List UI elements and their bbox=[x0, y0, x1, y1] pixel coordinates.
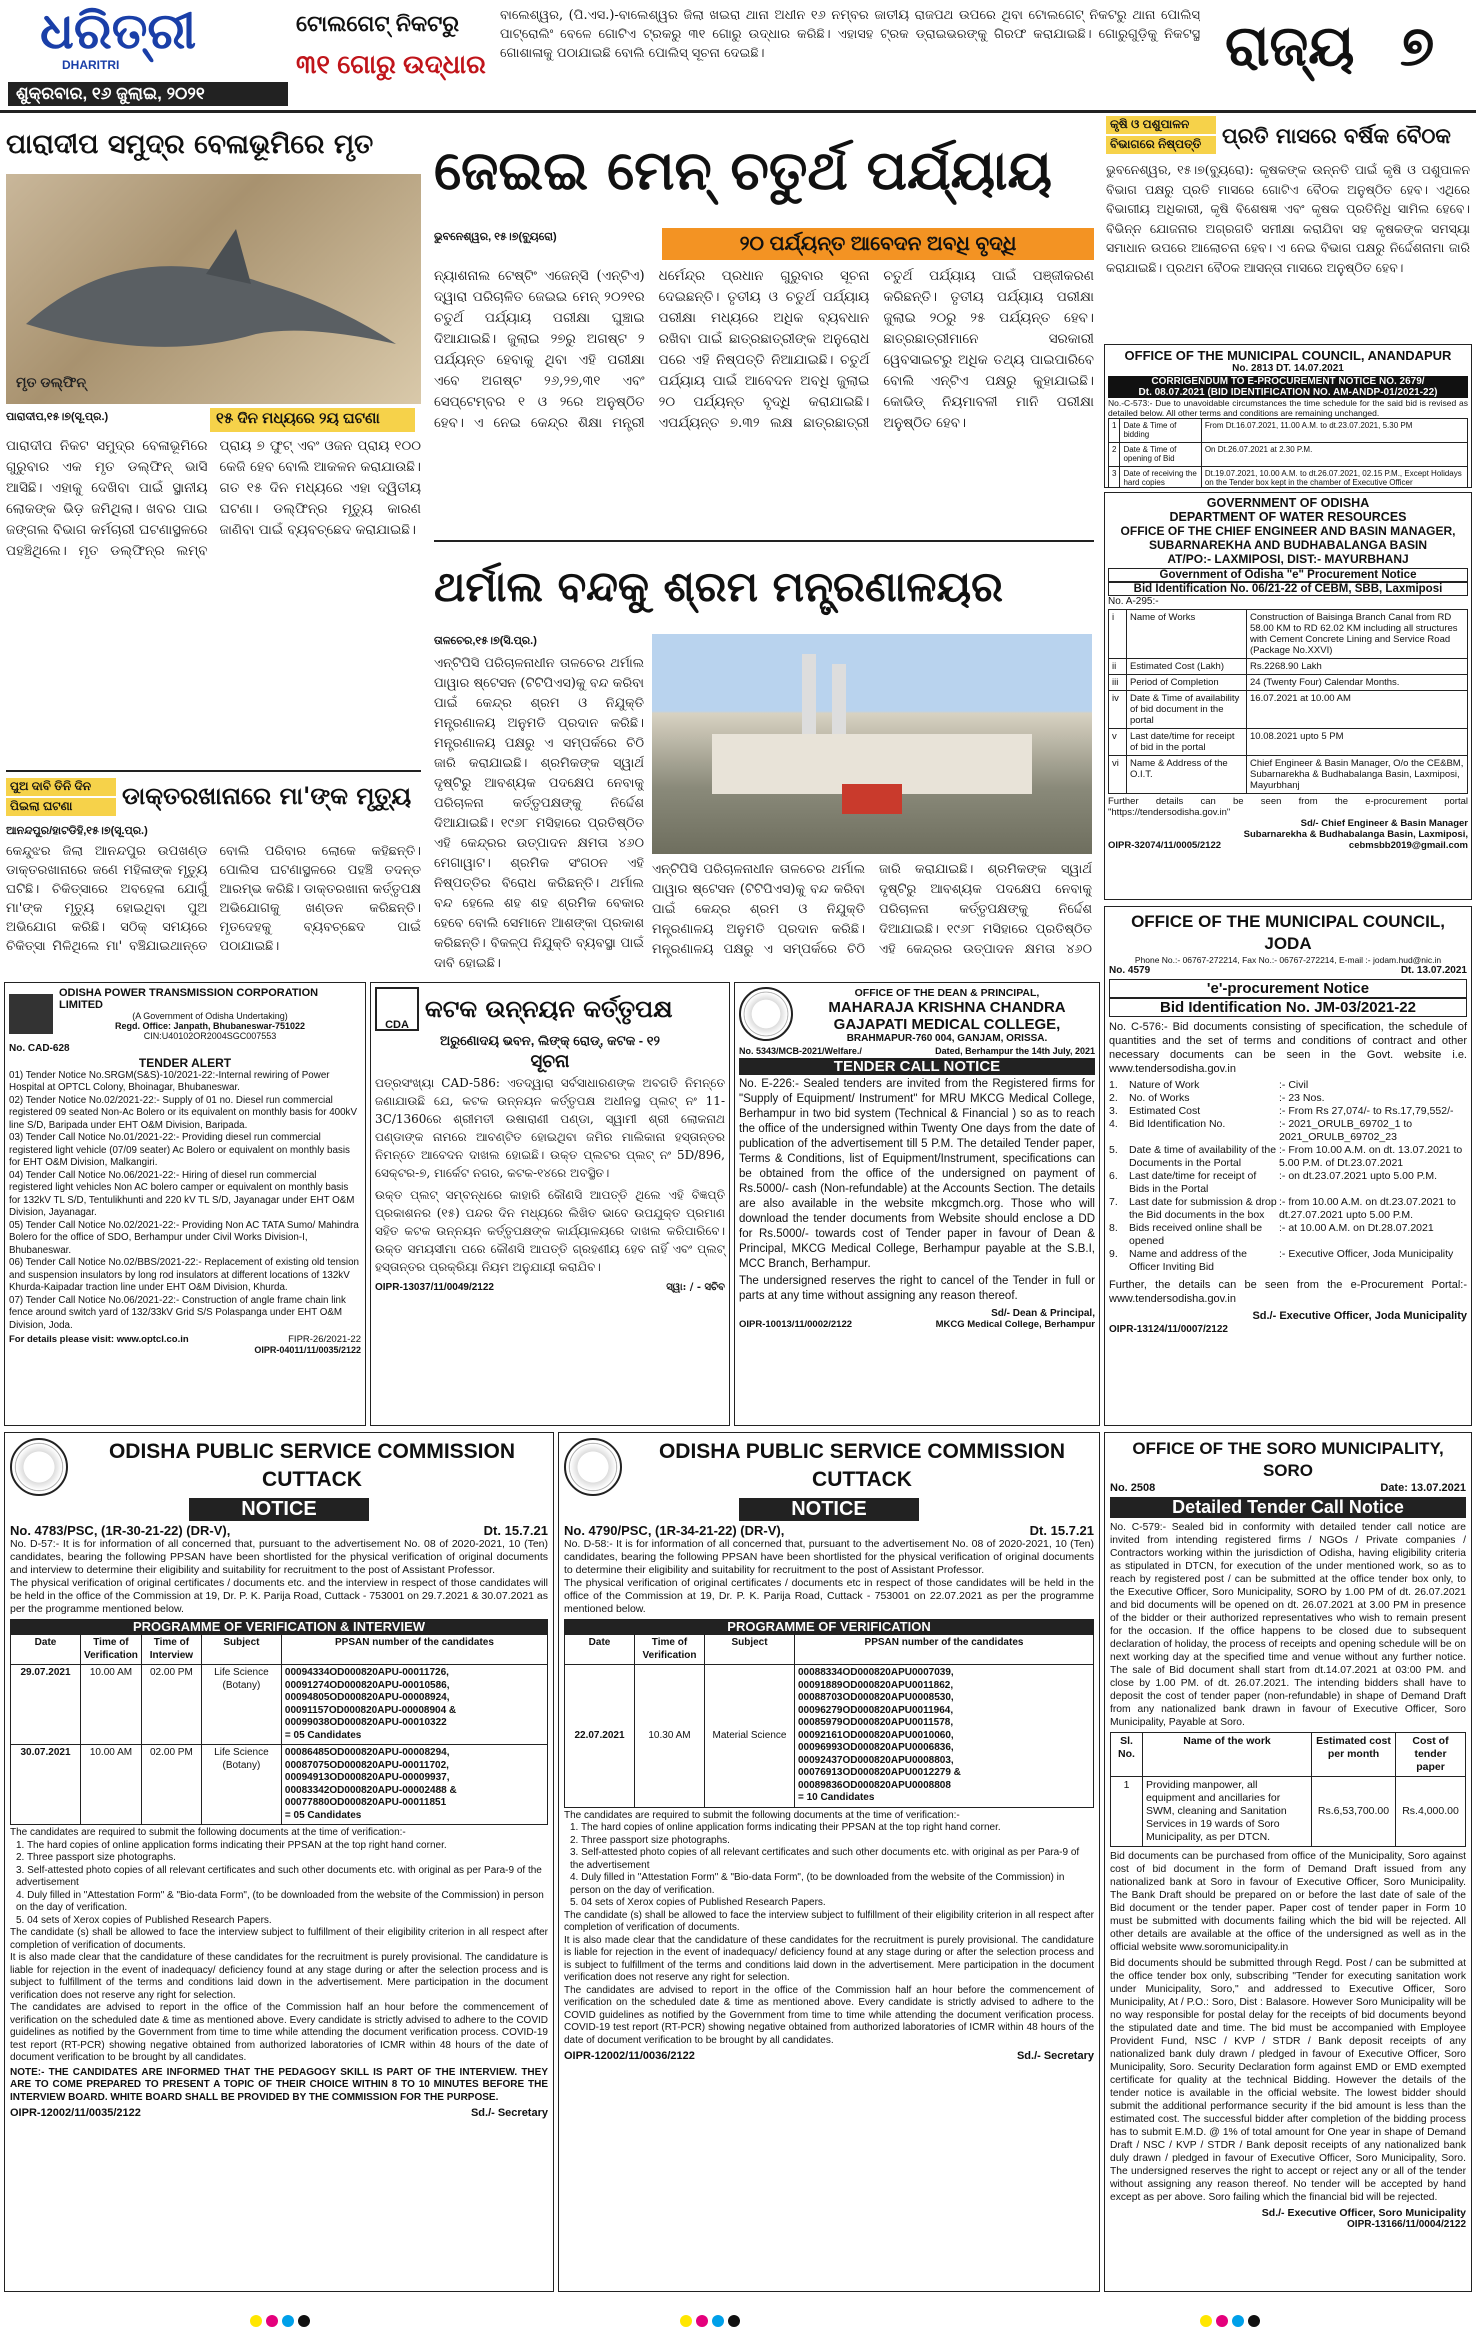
opsc2-body-4: It is also made clear that the candidature of these candidates for the recruitment is purely provisional. The candidature is liable for rejection in the event of inadequacy/ deficiency found at any stage during or after the selection process and is subject to fulfillment of the terms and conditions laid down in the advertisement. Mere participation in the document verification does not reserve any right for selection. bbox=[564, 1934, 1094, 1983]
jee-dateline: ଭୁବନେଶ୍ୱର, ୧୫।୭(ବ୍ୟୁରୋ) bbox=[434, 231, 557, 243]
optcl-no: No. CAD-628 bbox=[9, 1043, 70, 1054]
table-row: 22.07.2021 10.30 AM Material Science 00088334OD000820APU0007039, 00091889OD000820APU0011862, 00088703OD000820APU0008530, 00096279OD000820APU0011964, 00085979OD000820APU0011578, 00092161OD000820APU0010060, 00096993OD000820APU0006836, 00092437OD000820APU0008803, 00076913OD000820APU0012279 & 00089836OD000820APU0008808 = 10 Candidates bbox=[565, 1665, 1094, 1808]
table-header: Sl. No. Name of the work Estimated cost per month Cost of tender paper bbox=[1111, 1733, 1466, 1777]
list-item: 07) Tender Call Notice No.06/2021-22:- Construction of angle frame chain link fence around switch yard of 132/33kV Grid S/S Polaspanga under EHT O&M Division, Joda. bbox=[9, 1294, 346, 1331]
mother-story bbox=[0, 770, 425, 975]
mother-dateline: ଆନନ୍ଦପୁର/ହାଟଡିହି,୧୫।୭(ସୂ.ପ୍ର.) bbox=[6, 825, 148, 837]
water-h5: AT/PO:- LAXMIPOSI, DIST:- MAYURBHANJ bbox=[1167, 552, 1409, 566]
list-item: 5. 04 sets of Xerox copies of Published Research Papers. bbox=[16, 1914, 272, 1926]
opsc1-sign: Sd./- Secretary bbox=[470, 2107, 548, 2119]
registration-marks-left bbox=[250, 2312, 370, 2332]
soro-body-2: Bid documents can be purchased from office of the Municipality, Soro against cost of bid document in the form of Demand Draft issued from any nationalized bank at Soro in favour of Executive Officer, Soro Municipality. The Bank Draft should be prepared on or before the last date of sale of the Bid document or the tender paper. Paper cost of tender paper in Form 10 must be submitted with documents failing which the bid will be rejected. All other details are available at the office of the undersigned as well as in the official website www.soromunicipality.in bbox=[1110, 1851, 1466, 1953]
optcl-bar: TENDER ALERT bbox=[138, 1055, 232, 1070]
meeting-body: ଭୁବନେଶ୍ୱର, ୧୫।୭(ବ୍ୟୁରୋ): କୃଷକଙ୍କ ଉନ୍ନତି ପାଇଁ କୃଷି ଓ ପଶୁପାଳନ ବିଭାଗ ପକ୍ଷରୁ ପ୍ରତି ମାସରେ ଗୋଟିଏ ବୈଠକ ଅନୁଷ୍ଠିତ ହେବ। ଏଥିରେ ବିଭାଗୀୟ ଅଧିକାରୀ, କୃଷି ବିଶେଷଜ୍ଞ ଏବଂ କୃଷକ ପ୍ରତିନିଧି ସାମିଲ ହେବେ। ବିଭିନ୍ନ ଯୋଜନାର ଅଗ୍ରଗତି ସମୀକ୍ଷା କରାଯିବା ସହ କୃଷକଙ୍କ ସମସ୍ୟା ସମାଧାନ ଉପରେ ଆଲୋଚନା ହେବ। ଏ ନେଇ ବିଭାଗ ପକ୍ଷରୁ ନିର୍ଦ୍ଦେଶନାମା ଜାରି କରାଯାଇଛି। ପ୍ରଥମ ବୈଠକ ଆସନ୍ତା ମାସରେ ଅନୁଷ୍ଠିତ ହେବ। bbox=[1106, 162, 1470, 275]
list-item: 4. Duly filled in "Attestation Form" & "Bio-data Form", (to be downloaded from the website of the Commission) in person on the day of verification. bbox=[16, 1889, 544, 1913]
optcl-oipr: OIPR-04011/11/0035/2122 bbox=[254, 1345, 361, 1355]
list-item: 2. Three passport size photographs. bbox=[16, 1852, 176, 1863]
opsc-seal-icon bbox=[10, 1438, 68, 1496]
mother-headline: ଡାକ୍ତରଖାନାରେ ମା'ଙ୍କ ମୃତ୍ୟୁ bbox=[122, 782, 412, 810]
optcl-sub-2: Regd. Office: Janpath, Bhubaneswar-751022 bbox=[114, 1021, 306, 1031]
table-row: 30.07.2021 10.00 AM 02.00 PM Life Science (Botany) 00086485OD000820APU-00008294, 00087075OD000820APU-00011702, 00094913OD000820APU-00009937, 00083342OD000820APU-00002488 & 00077880OD000820APU-00011851 = 05 Candidates bbox=[11, 1745, 548, 1825]
optcl-sub-3: CIN:U40102OR2004SGC007553 bbox=[143, 1031, 277, 1041]
mkcg-h3: GAJAPATI MEDICAL COLLEGE, bbox=[833, 1016, 1061, 1033]
list-item: 2. Three passport size photographs. bbox=[570, 1834, 730, 1846]
mother-body: କେନ୍ଦୁଝର ଜିଲା ଆନନ୍ଦପୁର ଉପଖଣ୍ଡ ଡାକ୍ତରଖାନାରେ ଜଣେ ମହିଳାଙ୍କ ମୃତ୍ୟୁ ଘଟିଛି। ଚିକିତ୍ସାରେ ଅବହେଳା ଯୋଗୁଁ ମା'ଙ୍କ ମୃତ୍ୟୁ ହୋଇଥିବା ପୁଅ ଅଭିଯୋଗ କରିଛି। ସଠିକ୍ ସମୟରେ ଚିକିତ୍ସା ମିଳିଥିଲେ ମା' ବଞ୍ଚିଯାଇଥାନ୍ତେ ବୋଲି ପରିବାର ଲୋକେ କହିଛନ୍ତି। ପୋଲିସ ଘଟଣାସ୍ଥଳରେ ପହଞ୍ଚି ତଦନ୍ତ ଆରମ୍ଭ କରିଛି। ଡାକ୍ତରଖାନା କର୍ତ୍ତୃପକ୍ଷ ଅଭିଯୋଗକୁ ଖଣ୍ଡନ କରିଛନ୍ତି। ମୃତଦେହକୁ ବ୍ୟବଚ୍ଛେଦ ପାଇଁ ପଠାଯାଇଛି। bbox=[6, 844, 421, 954]
opsc2-docs bbox=[564, 1822, 1094, 1910]
water-bar-2: Bid Identification No. 06/21-22 of CEBM, SBB, Laxmiposi bbox=[1108, 582, 1468, 596]
table-header: Date Time of Verification Subject PPSAN number of the candidates bbox=[565, 1635, 1094, 1665]
mother-subhead-2: ପିଇଲା ଘଟଣା bbox=[6, 798, 116, 816]
list-item: 7. Last date for submission & drop the Bid documents in the box :- from 10.00 A.M. on dt.23.07.2021 to dt.27.07.2021 upto 5.00 P.M. bbox=[1109, 1196, 1456, 1221]
table-row: vi Name & Address of the O.I.T. Chief Engineer & Basin Manager, O/o the CE&BM, Subarnarekha & Budhabalanga Basin, Laxmiposi, Mayurbhanj bbox=[1109, 755, 1468, 793]
opsc2-body-5: The candidates are advised to report in the office of the Commission half an hour before the commencement of verification on the scheduled date & time as mentioned above. Every candidate is strictly advised to adhere to the COVID guidelines as notified by the Government from time to time while attending the document verification process. COVID-19 test report (RT-PCR) showing negative obtained from authorized laboratories of ICMR within 48 hours of the date of document verification to be brought by all candidates. bbox=[564, 1984, 1094, 2046]
joda-further: Further, the details can be seen from the e-Procurement Portal:- www.tendersodisha.gov.in bbox=[1109, 1279, 1467, 1305]
water-oipr: OIPR-32074/11/0005/2122 bbox=[1108, 839, 1222, 851]
table-row: 1 Date & Time of bidding From Dt.16.07.2021, 11.00 A.M. to dt.23.07.2021, 5.30 PM bbox=[1109, 418, 1468, 442]
soro-head: OFFICE OF THE SORO MUNICIPALITY, SORO bbox=[1132, 1439, 1444, 1480]
opsc1-table bbox=[10, 1634, 548, 1825]
list-item: 01) Tender Notice No.SRGM(S&S)-10/2021-22:-Internal rewiring of Power Hospital at OPTCL Colony, Bhoinagar, Bhubaneswar. bbox=[9, 1069, 330, 1093]
masthead bbox=[0, 0, 1476, 110]
list-item: 5. Date & time of availability of the Documents in the Portal :- From 10.00 A.M. on dt. 13.07.2021 to 5.00 P.M. of Dt.23.07.2021 bbox=[1109, 1144, 1463, 1169]
jee-headline: ଜେଇଇ ମେନ୍ ଚତୁର୍ଥ ପର୍ଯ୍ୟାୟ bbox=[434, 139, 1052, 202]
cda-bar: ସୂଚନା bbox=[530, 1051, 570, 1071]
soro-table bbox=[1110, 1732, 1466, 1847]
cda-sign: ସ୍ୱା: / - ସଚିବ bbox=[666, 1282, 725, 1293]
opsc2-oipr: OIPR-12002/11/0036/2122 bbox=[564, 2050, 695, 2062]
mkcg-h4: BRAHMAPUR-760 004, GANJAM, ORISSA. bbox=[846, 1033, 1048, 1044]
joda-sign: Sd./- Executive Officer, Joda Municipality bbox=[1252, 1310, 1467, 1322]
section-name: ରାଜ୍ୟ bbox=[1225, 14, 1355, 77]
mkcg-date: Dated, Berhampur the 14th July, 2021 bbox=[935, 1046, 1095, 1056]
opsc2-h1: ODISHA PUBLIC SERVICE COMMISSION bbox=[658, 1440, 1066, 1463]
table-row: 2 Date & Time of opening of Bid On Dt.26.07.2021 at 2.30 P.M. bbox=[1109, 442, 1468, 466]
opsc2-h2: CUTTACK bbox=[812, 1468, 912, 1491]
anandapur-corr-2: Dt. 08.07.2021 (BID IDENTIFICATION NO. AM-ANDP-01/2021-22) bbox=[1108, 387, 1468, 398]
water-table bbox=[1108, 609, 1468, 794]
soro-body-3: Bid documents should be submitted through Regd. Post / can be submitted at the office tender box only, subscribing "Tender for executing sanitation work under Municipality, Soro," and addressed to Executive Officer, Soro Municipality, At / P.O.: Soro, Dist : Balasore. However Soro Municipality will be no way responsible for postal delay for the receipts of bid documents beyond the stipulated date and time. The bid must be accompanied with Employee Provident Fund, NSC / KVP / STDR / Bank deposit receipts of any nationalized bank duly drawn / pledged in favour of Executive Officer, Soro Municipality, Soro. Security Declaration form against EMD or EMD exempted certificate for quality at the technical Bidding. However the details of the tender notice is available in the official website. The lowest bidder should submit the additional performance security if the bid amount is less than the estimated cost. The successful bidder after completion of the bidding process has to submit E.M.D. @ 1% of total amount for One year in shape of Demand Draft / NSC / KVP / STDR / Bank deposit receipts of any nationalized bank duly drawn / pledged in favour of Executive Officer, Soro Municipality, Soro. The undersigned reserves the right to accept or reject any or all of the tender without assigning any reason thereof. No tender will be accepted by hand except as per above. Soro failing which the financial bid will be rejected. bbox=[1110, 1958, 1466, 2203]
optcl-web: For details please visit: www.optcl.co.in bbox=[9, 1334, 189, 1345]
water-h1: GOVERNMENT OF ODISHA bbox=[1206, 496, 1370, 510]
thermal-story bbox=[430, 540, 1100, 975]
opsc1-date: Dt. 15.7.21 bbox=[483, 1523, 548, 1538]
opsc2-body-2: The physical verification of original certificates / documents etc in respect of those candidates will be held in the office of the Commission at 19, Dr. P. K. Parija Road, Cuttack - 753001 on 22.07.2021 as per the programme mentioned below. bbox=[564, 1577, 1094, 1615]
list-item: 5. 04 sets of Xerox copies of Published Research Papers. bbox=[570, 1897, 826, 1908]
opsc1-note: NOTE:- THE CANDIDATES ARE INFORMED THAT THE PEDAGOGY SKILL IS PART OF THE INTERVIEW. THEY ARE TO COME PREPARED TO PRESENT A TOPIC OF THEIR CHOICE WITHIN 8 TO 10 MINUTES BEFORE THE INTERVIEW BOARD. WHITE BOARD SHALL BE PROVIDED BY THE COMMISSION FOR THE PURPOSE. bbox=[10, 2066, 548, 2103]
list-item: 02) Tender Notice No.02/2021-22:- Supply of 01 no. Diesel run commercial registered 09 seated Non-Ac Bolero or its equivalent on monthly basis for 400kV line S/D, Baripada under EHT O&M Division, Baripada. bbox=[9, 1094, 357, 1131]
joda-oipr: OIPR-13124/11/0007/2122 bbox=[1109, 1324, 1228, 1335]
optcl-notice bbox=[4, 982, 366, 1426]
newspaper-logo: ଧରିତ୍ରୀ bbox=[40, 4, 197, 60]
teaser-body: ବାଲେଶ୍ୱର, (ପି.ଏସ.)-ବାଲେଶ୍ୱର ଜିଲା ଖଇରା ଥାନା ଅଧୀନ ୧୬ ନମ୍ବର ଜାତୀୟ ରାଜପଥ ଉପରେ ଥିବା ଟୋଲଗେଟ୍ ନିକଟରୁ ଥାନା ପୋଲିସ୍ ପାଟ୍ରୋଲିଂ ବେଳେ ଗୋଟିଏ ଟ୍ରକରୁ ୩୧ ଗୋରୁ ଉଦ୍ଧାର କରିଛି। ଏହାସହ ଟ୍ରକ ଡ୍ରାଇଭରଙ୍କୁ ଗିରଫ କରାଯାଇଛି। ଗୋରୁଗୁଡ଼ିକୁ ନିକଟସ୍ଥ ଗୋଶାଳାକୁ ପଠାଯାଇଛି ବୋଲି ପୋଲିସ୍ ସୂଚନା ଦେଇଛି। bbox=[500, 8, 1200, 61]
mkcg-no: No. 5343/MCB-2021/Welfare./ bbox=[739, 1046, 862, 1056]
soro-body: No. C-579:- Sealed bid in conformity with detailed tender call notice are invited from intending registered firms / NGOs / Private companies / Contractors working within the jurisdiction of Odisha, having eligibility criteria as stipulated in DTCN, for execution of the under mentioned work, so as to reach by registered post / can be submitted at the office tender box only, to the Executive Officer, Soro Municipality, SORO by 1.00 PM of dt. 26.07.2021 and bid documents will be opened on dt. 26.07.2021 at 3.00 PM in presence of the bidder or their authorized representatives who wish to remain present for the occasion. If the office happens to be closed due to subsequent declaration of holiday, the process of receipts and opening schedule will be on next working day at the specified time and venue without any further notice. The sale of Bid document shall start from dt.14.07.2021 at 03:00 PM. and close by 1.00 PM. of dt. 26.07.2021. The intending bidders shall have to deposit the cost of tender paper (non-refundable) in shape of Demand Draft from any nationalized bank drawn in favour of Executive Officer, Soro Municipality, Payable at Soro. bbox=[1110, 1522, 1466, 1728]
mkcg-sign-1: Sd/- Dean & Principal, bbox=[991, 1308, 1095, 1319]
registration-marks-center bbox=[680, 2312, 800, 2332]
opsc2-docs-intro: The candidates are required to submit the following documents at the time of verification:- bbox=[564, 1809, 960, 1821]
cda-body-2: ଉକ୍ତ ପ୍ଲଟ୍ ସମ୍ବନ୍ଧରେ କାହାରି କୌଣସି ଆପତ୍ତି ଥିଲେ ଏହି ବିଜ୍ଞପ୍ତି ପ୍ରକାଶନର (୧୫) ପନ୍ଦର ଦିନ ମଧ୍ୟରେ ଲିଖିତ ଭାବେ ଉପଯୁକ୍ତ ପ୍ରମାଣ ସହିତ କଟକ ଉନ୍ନୟନ କର୍ତ୍ତୃପକ୍ଷଙ୍କ କାର୍ଯ୍ୟାଳୟରେ ଦାଖଲ କରିପାରିବେ। ଉକ୍ତ ସମୟସୀମା ପରେ କୌଣସି ଆପତ୍ତି ଗ୍ରହଣୀୟ ହେବ ନାହିଁ ଏବଂ ପ୍ଲଟ୍ ହସ୍ତାନ୍ତର ପ୍ରକ୍ରିୟା ନିୟମ ଅନୁଯାୟୀ କରାଯିବ। bbox=[375, 1188, 725, 1274]
opsc2-bar: NOTICE bbox=[739, 1498, 919, 1521]
opsc1-docs-intro: The candidates are required to submit the following documents at the time of verification:- bbox=[10, 1827, 406, 1838]
optcl-logo-icon bbox=[9, 994, 53, 1034]
water-email: cebmsbb2019@gmail.com bbox=[1348, 839, 1468, 851]
water-sign-1: Sd/- Chief Engineer & Basin Manager bbox=[1300, 817, 1468, 829]
anandapur-intro: No.-C-573:- Due to unavoidable circumstances the time schedule for the said bid is revised as detailed below. All other terms and conditions are remaining unchanged. bbox=[1108, 397, 1468, 418]
list-item: 9. Name and address of the Officer Inviting Bid :- Executive Officer, Joda Municipality bbox=[1109, 1248, 1454, 1273]
list-item: 2. No. of Works :- 23 Nos. bbox=[1109, 1092, 1325, 1104]
list-item: 1. The hard copies of online application forms indicating their PPSAN at the top right hand corner. bbox=[570, 1822, 1001, 1833]
jee-body: ନ୍ୟାଶନାଲ ଟେଷ୍ଟିଂ ଏଜେନ୍ସି (ଏନ୍‌ଟିଏ) ଦ୍ୱାରା ପରିଚାଳିତ ଜେଇଇ ମେନ୍ ୨୦୨୧ର ଚତୁର୍ଥ ପର୍ଯ୍ୟାୟ ପରୀକ୍ଷା ଘୁଞ୍ଚାଇ ଦିଆଯାଇଛି। ଜୁଲାଇ ୨୭ରୁ ଅଗଷ୍ଟ ୨ ପର୍ଯ୍ୟନ୍ତ ହେବାକୁ ଥିବା ଏହି ପରୀକ୍ଷା ଏବେ ଅଗଷ୍ଟ ୨୬,୨୭,୩୧ ଏବଂ ସେପ୍ଟେମ୍ବର ୧ ଓ ୨ରେ ଅନୁଷ୍ଠିତ ହେବ। ଏ ନେଇ କେନ୍ଦ୍ର ଶିକ୍ଷା ମନ୍ତ୍ରୀ ଧର୍ମେନ୍ଦ୍ର ପ୍ରଧାନ ଗୁରୁବାର ସୂଚନା ଦେଇଛନ୍ତି। ତୃତୀୟ ଓ ଚତୁର୍ଥ ପର୍ଯ୍ୟାୟ ପରୀକ୍ଷା ମଧ୍ୟରେ ଅଧିକ ବ୍ୟବଧାନ ରଖିବା ପାଇଁ ଛାତ୍ରଛାତ୍ରୀଙ୍କ ଅନୁରୋଧ ପରେ ଏହି ନିଷ୍ପତ୍ତି ନିଆଯାଇଛି। ଚତୁର୍ଥ ପର୍ଯ୍ୟାୟ ପାଇଁ ଆବେଦନ ଅବଧି ଜୁଲାଇ ୨୦ ପର୍ଯ୍ୟନ୍ତ ବୃଦ୍ଧି କରାଯାଇଛି। ଏପର୍ଯ୍ୟନ୍ତ ୭.୩୨ ଲକ୍ଷ ଛାତ୍ରଛାତ୍ରୀ ଚତୁର୍ଥ ପର୍ଯ୍ୟାୟ ପାଇଁ ପଞ୍ଜୀକରଣ କରିଛନ୍ତି। ତୃତୀୟ ପର୍ଯ୍ୟାୟ ପରୀକ୍ଷା ଜୁଲାଇ ୨୦ରୁ ୨୫ ପର୍ଯ୍ୟନ୍ତ ହେବ। ଛାତ୍ରଛାତ୍ରୀମାନେ ସରକାରୀ ୱେବସାଇଟରୁ ଅଧିକ ତଥ୍ୟ ପାଇପାରିବେ ବୋଲି ଏନ୍‌ଟିଏ ପକ୍ଷରୁ କୁହାଯାଇଛି। କୋଭିଡ୍ ନିୟମାବଳୀ ମାନି ପରୀକ୍ଷା ଅନୁଷ୍ଠିତ ହେବ। bbox=[434, 268, 1094, 431]
anandapur-head: OFFICE OF THE MUNICIPAL COUNCIL, ANANDAPUR bbox=[1124, 348, 1452, 363]
dolphin-headline: ପାରାଦୀପ ସମୁଦ୍ର ବେଳାଭୂମିରେ ମୃତ bbox=[6, 129, 374, 160]
meeting-headline: ପ୍ରତି ମାସରେ ବର୍ଷିକ ବୈଠକ bbox=[1222, 124, 1451, 148]
joda-head: OFFICE OF THE MUNICIPAL COUNCIL, JODA bbox=[1131, 912, 1445, 953]
list-item: 03) Tender Call Notice No.01/2021-22:- Providing diesel run commercial registered light vehicle (07/09 seater) Ac Bolero or equivalent on monthly basis for EHT O&M Division, Malkangiri. bbox=[9, 1132, 350, 1168]
jee-subbar: ୨୦ ପର୍ଯ୍ୟନ୍ତ ଆବେଦନ ଅବଧି ବୃଦ୍ଧି bbox=[662, 228, 1094, 260]
thermal-headline: ଥର୍ମାଲ ବନ୍ଦକୁ ଶ୍ରମ ମନ୍ତ୍ରଣାଳୟର bbox=[434, 562, 1003, 611]
opsc2-body: No. D-58:- It is for information of all concerned that, pursuant to the advertisement No. 08 of 2020-2021, 10 (Ten) candidates, bearing the following PPSAN have been shortlisted for the physical verification of original documents to determine their eligibility and suitability for recruitment to the post of Assistant Professor. bbox=[564, 1538, 1094, 1576]
page-number: ୭ bbox=[1400, 14, 1435, 77]
list-item: 3. Self-attested photo copies of all relevant certificates and such other documents etc. with original as per Para-9 of the advertisement bbox=[570, 1847, 1080, 1871]
thermal-dateline: ତାଳଚେର,୧୫।୭(ସି.ପ୍ର.) bbox=[434, 635, 537, 647]
table-row: v Last date/time for receipt of bid in the portal 10.08.2021 upto 5 PM bbox=[1109, 728, 1468, 755]
joda-no: No. 4579 bbox=[1109, 965, 1151, 976]
water-resources-notice bbox=[1104, 492, 1472, 900]
opsc1-table-title: PROGRAMME OF VERIFICATION & INTERVIEW bbox=[10, 1619, 548, 1634]
meeting-tag-1: କୃଷି ଓ ପଶୁପାଳନ bbox=[1106, 116, 1216, 134]
date-line: ଶୁକ୍ରବାର, ୧୬ ଜୁଲାଇ, ୨୦୨୧ bbox=[8, 82, 288, 106]
mkcg-bar: TENDER CALL NOTICE bbox=[739, 1058, 1095, 1075]
mkcg-body: No. E-226:- Sealed tenders are invited from the Registered firms for "Supply of Equipment/ Instrument" for MRU MKCG Medical College, Berhampur in two bid system (Technical & Financial ) so as to reach the office of the undersigned within Twenty One days from the date of publication of the advertisement till 5 P.M. The detailed Tender paper, Terms & Conditions, list of Equipment/Instrument, specifications can be obtained from the office of the undersigned on payment of Rs.5000/- cash (Non-refundable) at the Accounts Section. The details are also available in the website mkcgmch.org. Those who will download the tender documents from Website should enclose a DD for Rs.5000/- towards cost of Tender paper in favour of Dean & Principal, MKCG Medical College, Berhampur payable at the S.B.I, MCC Branch, Berhampur. bbox=[739, 1078, 1095, 1270]
dolphin-story bbox=[0, 116, 425, 766]
table-header: Date Time of Verification Time of Interview Subject PPSAN number of the candidates bbox=[11, 1635, 548, 1665]
soro-notice bbox=[1104, 1432, 1472, 2292]
opsc2-no: No. 4790/PSC, (1R-34-21-22) (DR-V), bbox=[564, 1523, 785, 1538]
thermal-body-left: ଏନ୍‌ଟିପିସି ପରିଚାଳନାଧୀନ ତାଳଚେର ଥର୍ମାଲ ପାୱାର ଷ୍ଟେସନ (ଟିଟିପିଏସ)କୁ ବନ୍ଦ କରିବା ପାଇଁ କେନ୍ଦ୍ର ଶ୍ରମ ଓ ନିଯୁକ୍ତି ମନ୍ତ୍ରଣାଳୟ ଅନୁମତି ପ୍ରଦାନ କରିଛି। ମନ୍ତ୍ରଣାଳୟ ପକ୍ଷରୁ ଏ ସମ୍ପର୍କରେ ଚିଠି ଜାରି କରାଯାଇଛି। ଶ୍ରମିକଙ୍କ ସ୍ୱାର୍ଥ ଦୃଷ୍ଟିରୁ ଆବଶ୍ୟକ ପଦକ୍ଷେପ ନେବାକୁ ପରିଚାଳନା କର୍ତ୍ତୃପକ୍ଷଙ୍କୁ ନିର୍ଦ୍ଦେଶ ଦିଆଯାଇଛି। ୧୯୬୮ ମସିହାରେ ପ୍ରତିଷ୍ଠିତ ଏହି କେନ୍ଦ୍ରର ଉତ୍ପାଦନ କ୍ଷମତା ୪୬୦ ମେଗାୱାଟ। ଶ୍ରମିକ ସଂଗଠନ ଏହି ନିଷ୍ପତ୍ତିର ବିରୋଧ କରିଛନ୍ତି। ଥର୍ମାଲ ବନ୍ଦ ହେଲେ ଶହ ଶହ ଶ୍ରମିକ ବେକାର ହେବେ ବୋଲି ସେମାନେ ଆଶଙ୍କା ପ୍ରକାଶ କରିଛନ୍ତି। ବିକଳ୍ପ ନିଯୁକ୍ତି ବ୍ୟବସ୍ଥା ପାଇଁ ଦାବି ହୋଇଛି। bbox=[434, 656, 644, 971]
cda-body-1: ପତ୍ରସଂଖ୍ୟା CAD-586: ଏତଦ୍ୱାରା ସର୍ବସାଧାରଣଙ୍କ ଅବଗତି ନିମନ୍ତେ ଜଣାଯାଉଛି ଯେ, କଟକ ଉନ୍ନୟନ କର୍ତ୍ତୃପକ୍ଷ ଅଧୀନସ୍ଥ ପ୍ଲଟ୍ ନଂ 11-3C/1360ରେ ଶ୍ରୀମତୀ ଉଷାରାଣୀ ପଣ୍ଡା, ସ୍ୱାମୀ ଶ୍ରୀ ଲୋକନାଥ ପଣ୍ଡାଙ୍କ ନାମରେ ଆବଣ୍ଟିତ ହୋଇଥିବା ଜମିର ମାଲିକାନା ହସ୍ତାନ୍ତର ନିମନ୍ତେ ଆବେଦନ ଦାଖଲ ହୋଇଛି। ଉକ୍ତ ପ୍ଲଟର ପ୍ଲଟ୍ ନଂ 5D/896, ସେକ୍ଟର-୭, ମାର୍କେଟ ନଗର, କଟକ-୧୪ରେ ଅବସ୍ଥିତ। bbox=[375, 1076, 725, 1180]
mother-subhead-1: ପୁଅ ଦାବି ତିନି ଦିନ bbox=[6, 778, 116, 796]
mkcg-body-2: The undersigned reserves the right to cancel of the Tender in full or parts at any time without assigning any reason thereof. bbox=[739, 1275, 1095, 1302]
opsc1-oipr: OIPR-12002/11/0035/2122 bbox=[10, 2107, 141, 2119]
list-item: 3. Estimated Cost :- From Rs 27,074/- to Rs.17,79,552/- bbox=[1109, 1105, 1454, 1117]
water-ano: No. A-295:- bbox=[1108, 596, 1159, 607]
opsc2-table bbox=[564, 1634, 1094, 1808]
newspaper-logo-sub: DHARITRI bbox=[62, 58, 120, 72]
thermal-plant-photo bbox=[652, 634, 1092, 854]
joda-notice bbox=[1104, 906, 1472, 1426]
list-item: 8. Bids received online shall be opened :- at 10.00 A.M. on Dt.28.07.2021 bbox=[1109, 1222, 1434, 1247]
opsc2-date: Dt. 15.7.21 bbox=[1029, 1523, 1094, 1538]
opsc1-h1: ODISHA PUBLIC SERVICE COMMISSION bbox=[108, 1440, 516, 1463]
dolphin-photo bbox=[6, 174, 421, 404]
meeting-story bbox=[1104, 116, 1472, 340]
mkcg-oipr: OIPR-10013/11/0002/2122 bbox=[739, 1319, 853, 1330]
anandapur-corr-1: CORRIGENDUM TO E-PROCUREMENT NOTICE NO. 2679/ bbox=[1108, 376, 1468, 387]
dolphin-photo-caption: ମୃତ ଡଲ୍‌ଫିନ୍ bbox=[16, 374, 86, 390]
list-item: 06) Tender Call Notice No.02/BBS/2021-22:- Replacement of existing old tension and suspension insulators by long rod insulators at different locations of 132kV Khurda-Kaipadar traction line under EHT O&M Division, Khurda. bbox=[9, 1257, 359, 1293]
meeting-tag-2: ବିଭାଗରେ ନିଷ୍ପତ୍ତି bbox=[1106, 136, 1216, 154]
joda-phone: Phone No.:- 06767-272214, Fax No.:- 06767-272214, E-mail :- jodam.hud@nic.in bbox=[1134, 955, 1442, 965]
list-item: 6. Last date/time for receipt of Bids in the Portal :- on dt.23.07.2021 upto 5.00 P.M. bbox=[1109, 1170, 1438, 1195]
soro-no: No. 2508 bbox=[1110, 1482, 1156, 1494]
list-item: 05) Tender Call Notice No.02/2021-22:- Providing Non AC TATA Sumo/ Mahindra Bolero for the office of SDO, Berhampur under Civil Works Division-I, Bhubaneswar. bbox=[9, 1219, 359, 1256]
list-item: 1. Nature of Work :- Civil bbox=[1109, 1079, 1309, 1091]
table-row: 29.07.2021 10.00 AM 02.00 PM Life Science (Botany) 00094334OD000820APU-00011726, 00091274OD000820APU-00010586, 00094805OD000820APU-00008924, 00091157OD000820APU-00008904 & 00099038OD000820APU-00010322 = 05 Candidates bbox=[11, 1665, 548, 1745]
cda-addr: ଅରୁଣୋଦୟ ଭବନ, ଲିଙ୍କ୍ ରୋଡ୍, କଟକ - ୧୨ bbox=[440, 1033, 660, 1048]
anandapur-no: No. 2813 DT. 14.07.2021 bbox=[1232, 363, 1344, 374]
opsc-notice-1 bbox=[4, 1432, 554, 2292]
opsc-seal-icon bbox=[564, 1438, 622, 1496]
opsc1-body: No. D-57:- It is for information of all concerned that, pursuant to the advertisement No. 08 of 2020-2021, 10 (Ten) candidates, bearing the following PPSAN have been shortlisted for the physical verification of original documents and interview to determine their eligibility and suitability for recruitment to the post of Assistant Professor. bbox=[10, 1538, 548, 1576]
teaser-headline-1: ଟୋଲଗେଟ୍ ନିକଟରୁ bbox=[296, 11, 460, 36]
opsc1-body-5: The candidates are advised to report in the office of the Commission half an hour before the commencement of verification on the scheduled date & time as mentioned above. Every candidate is strictly advised to adhere to the COVID guidelines as notified by the Government from time to time while attending the document verification process. COVID-19 test report (RT-PCR) showing negative obtained from authorized laboratories of ICMR within 48 hours of the date of document verification to be brought by all candidates. bbox=[10, 2002, 548, 2063]
table-row: iii Period of Completion 24 (Twenty Four) Calendar Months. bbox=[1109, 674, 1468, 690]
list-item: 4. Bid Identification No. :- 2021_ORULB_69702_1 to 2021_ORULB_69702_23 bbox=[1109, 1118, 1413, 1143]
table-row: iv Date & Time of availability of bid document in the portal 16.07.2021 at 10.00 AM bbox=[1109, 690, 1468, 728]
jee-story bbox=[430, 116, 1100, 536]
water-h4: SUBARNAREKHA AND BUDHABALANGA BASIN bbox=[1149, 538, 1427, 552]
cda-logo: CDA bbox=[375, 987, 419, 1031]
soro-oipr: OIPR-13166/11/0004/2122 bbox=[1347, 2219, 1466, 2230]
soro-sign: Sd./- Executive Officer, Soro Municipality bbox=[1261, 2207, 1466, 2219]
opsc1-h2: CUTTACK bbox=[262, 1468, 362, 1491]
anandapur-notice bbox=[1104, 344, 1472, 488]
table-row: 3 Date of receiving the hard copies Dt.19.07.2021, 10.00 A.M. to dt.26.07.2021, 02.15 P.M., Except Holidays on the Tender box kept in the chamber of Executive Officer bbox=[1109, 466, 1468, 488]
joda-date: Dt. 13.07.2021 bbox=[1400, 965, 1467, 976]
optcl-items bbox=[9, 1070, 361, 1333]
table-row: 1 Providing manpower, all equipment and ancillaries for SWM, cleaning and Sanitation Services in 19 wards of Soro Municipality, as per DTCN. Rs.6,53,700.00 Rs.4,000.00 bbox=[1111, 1777, 1466, 1847]
list-item: 4. Duly filled in "Attestation Form" & "Bio-data Form", (to be downloaded from the website of the Commission) in person on the day of verification. bbox=[570, 1872, 1065, 1896]
mkcg-seal-icon bbox=[739, 987, 793, 1041]
dolphin-dateline: ପାରାଦୀପ,୧୫।୭(ସୂ.ପ୍ର.) bbox=[6, 411, 109, 423]
opsc1-bar: NOTICE bbox=[189, 1498, 369, 1521]
list-item: 1. The hard copies of online application forms indicating their PPSAN at the top right hand corner. bbox=[16, 1839, 447, 1851]
dolphin-subhead: ୧୫ ଦିନ ମଧ୍ୟରେ ୨ୟ ଘଟଣା bbox=[210, 408, 415, 432]
soro-date: Date: 13.07.2021 bbox=[1380, 1482, 1466, 1494]
cda-notice bbox=[370, 982, 730, 1426]
opsc1-docs bbox=[10, 1840, 548, 1928]
mkcg-h1: OFFICE OF THE DEAN & PRINCIPAL, bbox=[854, 987, 1040, 999]
water-bar-1: Government of Odisha "e" Procurement Notice bbox=[1108, 568, 1468, 582]
water-sign-2: Subarnarekha & Budhabalanga Basin, Laxmiposi, bbox=[1243, 828, 1468, 840]
mkcg-notice bbox=[734, 982, 1100, 1426]
cda-oipr: OIPR-13037/11/0049/2122 bbox=[375, 1282, 494, 1293]
opsc-notice-2 bbox=[558, 1432, 1100, 2292]
anandapur-table bbox=[1108, 418, 1468, 489]
list-item: 3. Self-attested photo copies of all relevant certificates and such other documents etc. with original as per Para-9 of the advertisement bbox=[16, 1864, 542, 1888]
joda-intro: No. C-576:- Bid documents consisting of specification, the schedule of quantities and the set of terms and conditions of contract and other necessary documents can be seen in the Govt. website i.e. www.tendersodisha.gov.in bbox=[1109, 1021, 1467, 1075]
registration-marks-right bbox=[1200, 2312, 1320, 2332]
soro-bar: Detailed Tender Call Notice bbox=[1110, 1497, 1466, 1518]
teaser-headline-2: ୩୧ ଗୋରୁ ଉଦ୍ଧାର bbox=[296, 49, 486, 79]
opsc1-no: No. 4783/PSC, (1R-30-21-22) (DR-V), bbox=[10, 1523, 231, 1538]
opsc1-body-4: It is also made clear that the candidature of these candidates for the recruitment is purely provisional. The candidature is liable for rejection in the event of inadequacy/ deficiency found at any stage during or after the selection process and is subject to fulfillment of the terms and conditions laid down in the advertisement. Mere participation in the document verification does not reserve any right for selection. bbox=[10, 1952, 548, 2001]
opsc2-sign: Sd./- Secretary bbox=[1016, 2050, 1094, 2062]
opsc2-body-3: The candidate (s) shall be allowed to face the interview subject to fulfillment of their eligibility criterion in all respect after completion of verification of documents. bbox=[564, 1909, 1094, 1933]
opsc2-table-title: PROGRAMME OF VERIFICATION bbox=[564, 1619, 1094, 1634]
water-further: Further details can be seen from the e-procurement portal "https://tendersodisha.gov.in" bbox=[1108, 795, 1468, 818]
joda-items bbox=[1109, 1079, 1467, 1274]
opsc1-body-3: The candidate (s) shall be allowed to face the interview subject to fulfillment of their eligibility criterion in all respect after completion of verification of documents. bbox=[10, 1927, 548, 1951]
mkcg-sign-2: MKCG Medical College, Berhampur bbox=[935, 1319, 1095, 1330]
list-item: 04) Tender Call Notice No.06/2021-22:- Hiring of diesel run commercial registered light vehicles Non AC bolero camper or equivalent on monthly basis for 132kV TL S/D, Tentulikhunti and 220 kV TL S/D, Jayanagar under EHT O&M Division, Jayanagar. bbox=[9, 1169, 355, 1218]
thermal-body-right: ଏନ୍‌ଟିପିସି ପରିଚାଳନାଧୀନ ତାଳଚେର ଥର୍ମାଲ ପାୱାର ଷ୍ଟେସନ (ଟିଟିପିଏସ)କୁ ବନ୍ଦ କରିବା ପାଇଁ କେନ୍ଦ୍ର ଶ୍ରମ ଓ ନିଯୁକ୍ତି ମନ୍ତ୍ରଣାଳୟ ଅନୁମତି ପ୍ରଦାନ କରିଛି। ମନ୍ତ୍ରଣାଳୟ ପକ୍ଷରୁ ଏ ସମ୍ପର୍କରେ ଚିଠି ଜାରି କରାଯାଇଛି। ଶ୍ରମିକଙ୍କ ସ୍ୱାର୍ଥ ଦୃଷ୍ଟିରୁ ଆବଶ୍ୟକ ପଦକ୍ଷେପ ନେବାକୁ ପରିଚାଳନା କର୍ତ୍ତୃପକ୍ଷଙ୍କୁ ନିର୍ଦ୍ଦେଶ ଦିଆଯାଇଛି। ୧୯୬୮ ମସିହାରେ ପ୍ରତିଷ୍ଠିତ ଏହି କେନ୍ଦ୍ରର ଉତ୍ପାଦନ କ୍ଷମତା ୪୬୦ bbox=[652, 862, 1092, 957]
optcl-fipr: FIPR-26/2021-22 bbox=[288, 1334, 361, 1345]
dolphin-body: ପାରାଦୀପ ନିକଟ ସମୁଦ୍ର ବେଳାଭୂମିରେ ଗୁରୁବାର ଏକ ମୃତ ଡଲ୍‌ଫିନ୍ ଭାସି ଆସିଛି। ଏହାକୁ ଦେଖିବା ପାଇଁ ସ୍ଥାନୀୟ ଲୋକଙ୍କ ଭିଡ଼ ଜମିଥିଲା। ଖବର ପାଇ ଜଙ୍ଗଲ ବିଭାଗ କର୍ମଚାରୀ ଘଟଣାସ୍ଥଳରେ ପହଞ୍ଚିଥିଲେ। ମୃତ ଡଲ୍‌ଫିନ୍‌ର ଲମ୍ବ ପ୍ରାୟ ୭ ଫୁଟ୍ ଏବଂ ଓଜନ ପ୍ରାୟ ୧୦୦ କେଜି ହେବ ବୋଲି ଆକଳନ କରାଯାଉଛି। ଗତ ୧୫ ଦିନ ମଧ୍ୟରେ ଏହା ଦ୍ୱିତୀୟ ଘଟଣା। ଡଲ୍‌ଫିନ୍‌ର ମୃତ୍ୟୁ କାରଣ ଜାଣିବା ପାଇଁ ବ୍ୟବଚ୍ଛେଦ କରାଯାଇଛି। bbox=[6, 438, 421, 559]
optcl-head: ODISHA POWER TRANSMISSION CORPORATION LIMITED bbox=[59, 987, 319, 1011]
optcl-sub-1: (A Government of Odisha Undertaking) bbox=[132, 1011, 288, 1021]
table-row: ii Estimated Cost (Lakh) Rs.2268.90 Lakh bbox=[1109, 658, 1468, 674]
water-h2: DEPARTMENT OF WATER RESOURCES bbox=[1169, 510, 1407, 524]
opsc1-body-2: The physical verification of original certificates / documents etc. and the interview in respect of those candidates will be held in the office of the Commission at 19, Dr. P. K. Parija Road, Cuttack - 753001 on 29.7.2021 & 30.07.2021 as per the programme mentioned below. bbox=[10, 1577, 548, 1615]
joda-bar-1: 'e'-procurement Notice bbox=[1109, 979, 1467, 998]
mkcg-h2: MAHARAJA KRISHNA CHANDRA bbox=[828, 999, 1066, 1016]
joda-bar-2: Bid Identification No. JM-03/2021-22 bbox=[1109, 998, 1467, 1017]
water-h3: OFFICE OF THE CHIEF ENGINEER AND BASIN MANAGER, bbox=[1120, 524, 1456, 538]
cda-head: କଟକ ଉନ୍ନୟନ କର୍ତ୍ତୃପକ୍ଷ bbox=[425, 995, 673, 1023]
table-row: i Name of Works Construction of Baisinga Branch Canal from RD 58.00 KM to RD 62.02 KM including all structures with Cement Concrete Lining and Service Road (Package No.XXVI) bbox=[1109, 609, 1468, 658]
